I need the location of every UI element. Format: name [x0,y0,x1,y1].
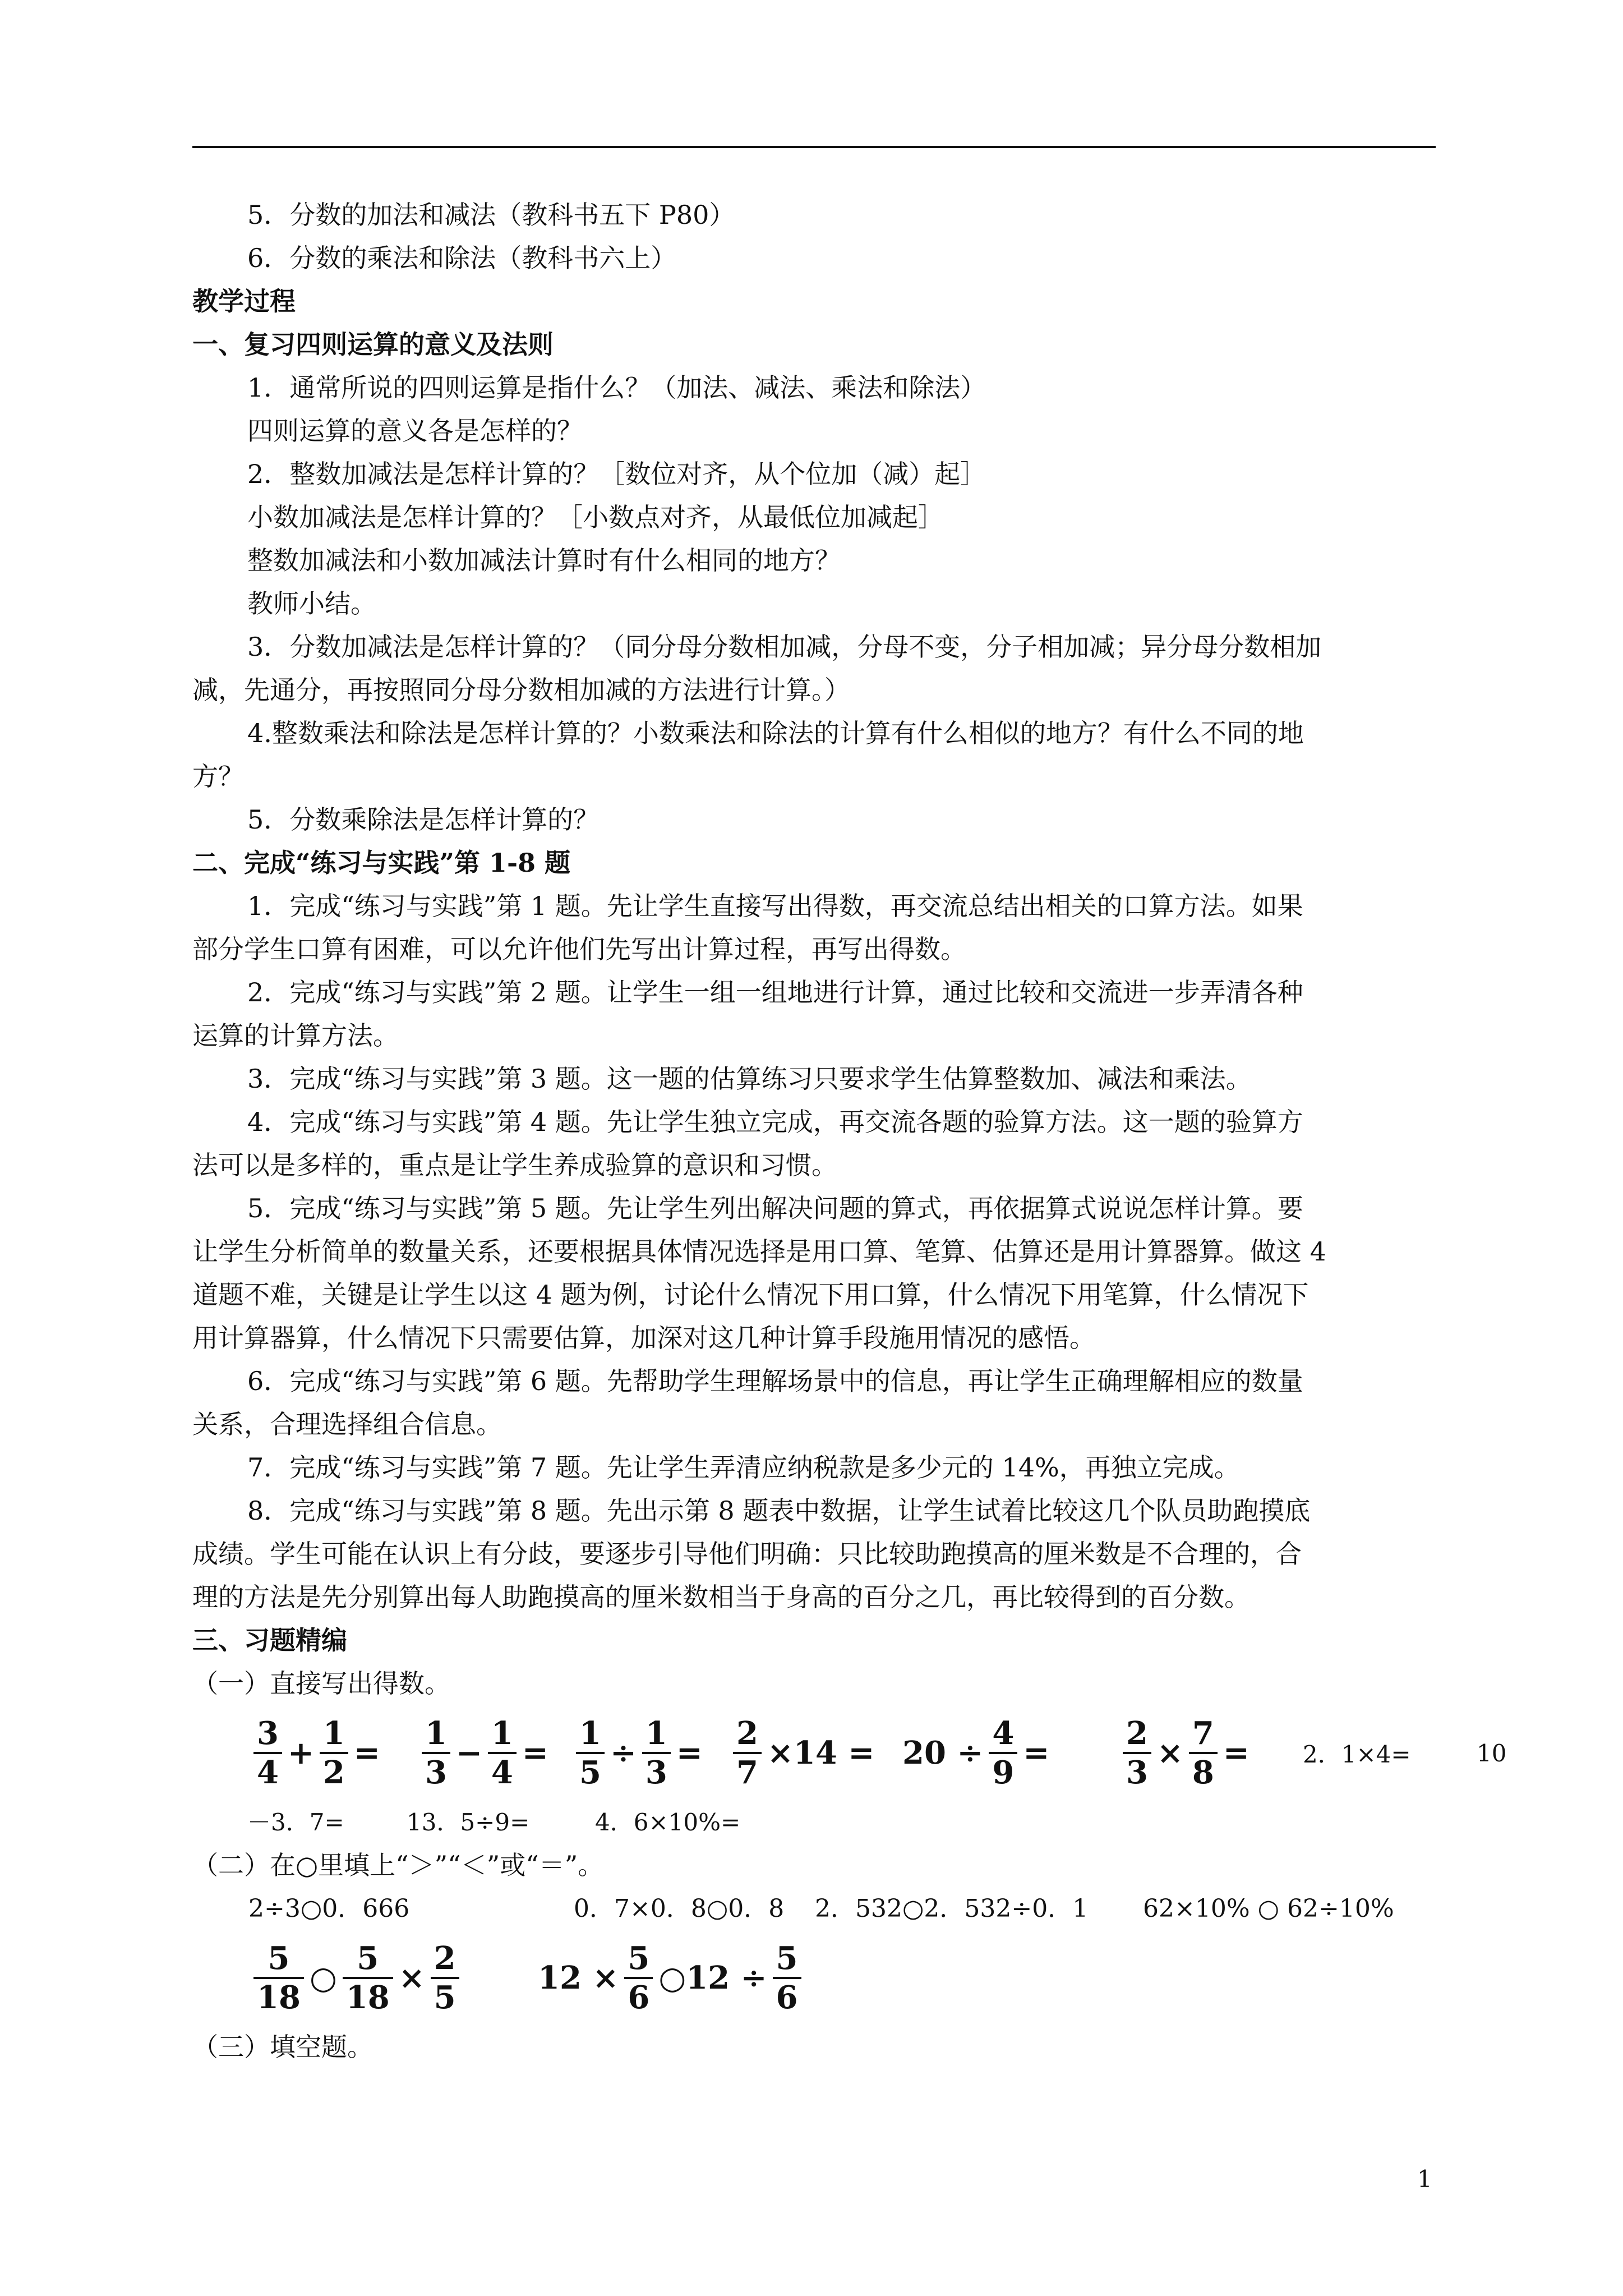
expression-6: $\frac{2}{3}$ × $\frac{7}{8}$ = [1121,1705,1253,1801]
exercise-1-row [192,1705,1507,1801]
part1-line: 1．通常所说的四则运算是指什么？（加法、减法、乘法和除法） [247,372,986,403]
part2-line: 道题不难，关键是让学生以这 4 题为例，讨论什么情况下用口算，什么情况下用笔算，什么情况下 [192,1280,1309,1310]
comparison-1: 2÷3○0．666 [248,1894,410,1923]
fraction: $\frac{3}{4}$ [253,1715,282,1791]
expression-10: 4．6×10%= [595,1809,741,1836]
expression-9: 13．5÷9= [407,1809,530,1836]
fraction: $\frac{2}{5}$ [431,1940,459,2016]
expression-8-end: －3．7= [247,1809,344,1836]
part1-line: 方？ [192,761,244,792]
part2-line: 关系，合理选择组合信息。 [192,1409,502,1439]
part1-line: 3．分数加减法是怎样计算的？（同分母分数相加减，分母不变，分子相加减；异分母分数相加 [247,632,1322,662]
part2-line: 5．完成“练习与实践”第 5 题。先让学生列出解决问题的算式，再依据算式说说怎样计算。要 [247,1193,1303,1223]
page-content [192,194,1507,2069]
part2-line: 成绩。学生可能在认识上有分歧，要逐步引导他们明确：只比较助跑摸高的厘米数是不合理的，合 [192,1539,1302,1569]
fraction: $\frac{1}{3}$ [642,1715,671,1791]
expression-3: $\frac{1}{5}$ ÷ $\frac{1}{3}$ = [574,1705,706,1801]
part2-line: 3．完成“练习与实践”第 3 题。这一题的估算练习只要求学生估算整数加、减法和乘法。 [247,1064,1252,1094]
part2-line: 6．完成“练习与实践”第 6 题。先帮助学生理解场景中的信息，再让学生正确理解相应的数量 [247,1366,1303,1396]
part1-line: 四则运算的意义各是怎样的？ [247,416,583,446]
fraction: $\frac{5}{18}$ [343,1940,393,2016]
part1-line: 小数加减法是怎样计算的？［小数点对齐，从最低位加减起］ [247,502,944,532]
expression-5: 20 ÷ $\frac{4}{9}$ = [902,1715,1050,1791]
part1-line: 减，先通分，再按照同分母分数相加减的方法进行计算。） [192,675,850,705]
part2-line: 8．完成“练习与实践”第 8 题。先出示第 8 题表中数据，让学生试着比较这几个队员助跑摸底 [247,1496,1311,1526]
part2-line: 2．完成“练习与实践”第 2 题。让学生一组一组地进行计算，通过比较和交流进一步弄清各种 [247,977,1303,1007]
section-title: 教学过程 [192,286,296,316]
expression-7: 2．1×4= [1303,1741,1411,1768]
header-rule [192,146,1436,148]
comparison-5: $\frac{5}{18}$ ○ $\frac{5}{18}$ × $\frac{2}{5}$ [251,1930,462,2026]
part2-line: 用计算器算，什么情况下只需要估算，加深对这几种计算手段施用情况的感悟。 [192,1323,1095,1353]
comparison-2: 0．7×0．8○0．8 [574,1894,785,1923]
part2-line: 部分学生口算有困难，可以允许他们先写出计算过程，再写出得数。 [192,934,966,964]
top-item: 5．分数的加法和减法（教科书五下 P80） [247,200,735,230]
exercise-2-row [192,1887,1436,1930]
part3-heading: 三、习题精编 [192,1625,347,1655]
exercise-1-row-2 [192,1801,1436,1844]
fraction: $\frac{1}{2}$ [320,1715,348,1791]
comparison-6: 12 × $\frac{5}{6}$ ○12 ÷ $\frac{5}{6}$ [534,1930,804,2026]
top-item: 6．分数的乘法和除法（教科书六上） [247,243,677,273]
part2-line: 让学生分析简单的数量关系，还要根据具体情况选择是用口算、笔算、估算还是用计算器算。做这 4 [192,1236,1326,1267]
part2-line: 法可以是多样的，重点是让学生养成验算的意识和习惯。 [192,1150,837,1180]
page-number: 1 [1417,2165,1432,2193]
part2-line: 1．完成“练习与实践”第 1 题。先让学生直接写出得数，再交流总结出相关的口算方法。如果 [247,891,1303,921]
part2-heading: 二、完成“练习与实践”第 1-8 题 [192,848,571,878]
part2-line: 7．完成“练习与实践”第 7 题。先让学生弄清应纳税款是多少元的 14%，再独立完成。 [247,1452,1240,1483]
part1-heading: 一、复习四则运算的意义及法则 [192,329,554,360]
fraction: $\frac{5}{18}$ [253,1940,304,2016]
part2-line: 运算的计算方法。 [192,1020,399,1051]
exercise-3-title: （三）填空题。 [192,2032,373,2062]
fraction: $\frac{1}{3}$ [422,1715,450,1791]
exercise-2-row-2 [192,1930,1436,2026]
fraction: $\frac{4}{9}$ [989,1715,1017,1791]
part1-line: 教师小结。 [247,588,376,619]
part2-line: 理的方法是先分别算出每人助跑摸高的厘米数相当于身高的百分之几，再比较得到的百分数。 [192,1582,1250,1612]
exercise-2-title: （二）在○里填上“＞”“＜”或“＝”。 [192,1850,604,1880]
fraction: $\frac{2}{3}$ [1123,1715,1151,1791]
part2-line: 4．完成“练习与实践”第 4 题。先让学生独立完成，再交流各题的验算方法。这一题的验算方 [247,1107,1303,1137]
part1-line: 4.整数乘法和除法是怎样计算的？小数乘法和除法的计算有什么相似的地方？有什么不同的地 [247,718,1304,748]
part1-line: 5．分数乘除法是怎样计算的？ [247,804,600,835]
exercise-1-title: （一）直接写出得数。 [192,1668,450,1699]
fraction: $\frac{7}{8}$ [1189,1715,1218,1791]
fraction: $\frac{1}{4}$ [488,1715,517,1791]
fraction: $\frac{2}{7}$ [733,1715,762,1791]
expression-2: $\frac{1}{3}$ − $\frac{1}{4}$ = [419,1705,552,1801]
comparison-3: 2．532○2．532÷0．1 [815,1894,1089,1923]
comparison-4: 62×10% ○ 62÷10% [1143,1894,1394,1923]
part1-line: 整数加减法和小数加减法计算时有什么相同的地方？ [247,545,841,576]
expression-1: $\frac{3}{4}$ + $\frac{1}{2}$ = [251,1705,384,1801]
expression-8-start: 10 [1477,1739,1507,1767]
fraction: $\frac{5}{6}$ [624,1940,653,2016]
expression-4: $\frac{2}{7}$ ×14 = [731,1705,878,1801]
fraction: $\frac{1}{5}$ [576,1715,605,1791]
fraction: $\frac{5}{6}$ [773,1940,801,2016]
part1-line: 2．整数加减法是怎样计算的？［数位对齐，从个位加（减）起］ [247,459,986,489]
